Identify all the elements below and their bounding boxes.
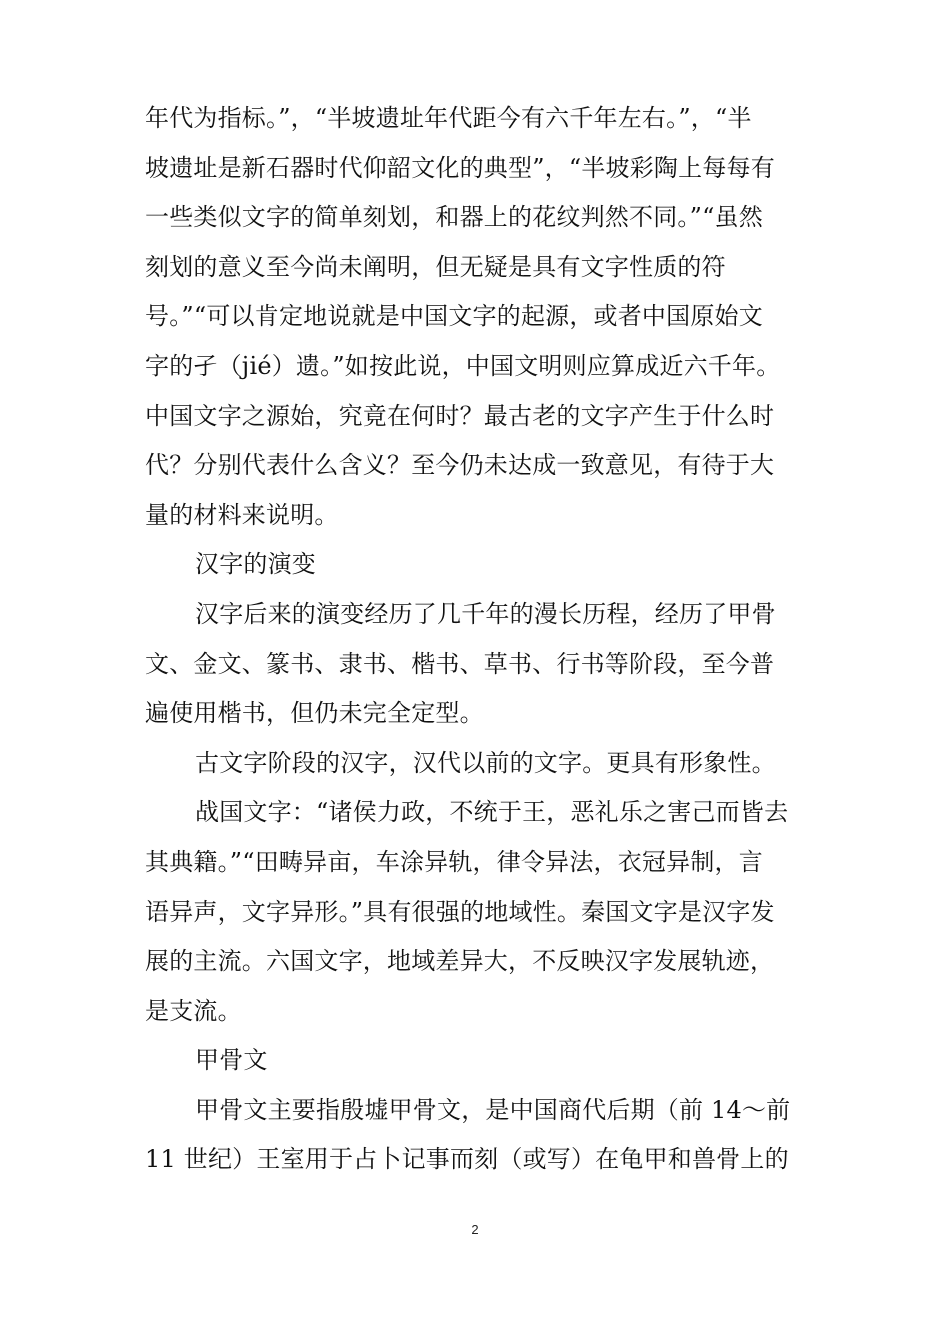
text-line: 甲骨文主要指殷墟甲骨文，是中国商代后期（前 14～前	[195, 1095, 791, 1124]
text-line: 坡遗址是新石器时代仰韶文化的典型”，“半坡彩陶上每每有	[145, 153, 775, 182]
document-body	[145, 94, 810, 1185]
text-line: 语异声，文字异形。”具有很强的地域性。秦国文字是汉字发	[145, 897, 775, 926]
text-line: 文、金文、篆书、隶书、楷书、草书、行书等阶段，至今普	[145, 649, 775, 678]
text-line: 字的孑（jié）遗。”如按此说，中国文明则应算成近六千年。	[145, 351, 781, 380]
text-line: 展的主流。六国文字，地域差异大，不反映汉字发展轨迹，	[145, 947, 775, 976]
text-line: 号。”“可以肯定地说就是中国文字的起源，或者中国原始文	[145, 302, 763, 331]
text-line: 甲骨文	[195, 1046, 268, 1075]
text-line: 刻划的意义至今尚未阐明，但无疑是具有文字性质的符	[145, 252, 726, 281]
text-line: 中国文字之源始，究竟在何时？最古老的文字产生于什么时	[145, 401, 775, 430]
text-line: 古文字阶段的汉字，汉代以前的文字。更具有形象性。	[195, 748, 776, 777]
text-line: 战国文字：“诸侯力政，不统于王，恶礼乐之害己而皆去	[195, 798, 789, 827]
text-line: 遍使用楷书，但仍未完全定型。	[145, 699, 484, 728]
text-line: 一些类似文字的简单刻划，和器上的花纹判然不同。”“虽然	[145, 203, 763, 232]
text-line: 其典籍。”“田畴异亩，车涂异轨，律令异法，衣冠异制，言	[145, 847, 763, 876]
text-line: 年代为指标。”，“半坡遗址年代距今有六千年左右。”，“半	[145, 104, 752, 132]
text-line: 代？分别代表什么含义？至今仍未达成一致意见，有待于大	[145, 451, 775, 480]
text-line: 汉字后来的演变经历了几千年的漫长历程，经历了甲骨	[195, 599, 776, 628]
text-line: 11 世纪）王室用于占卜记事而刻（或写）在龟甲和兽骨上的	[145, 1145, 789, 1174]
text-line: 量的材料来说明。	[145, 500, 339, 529]
text-line: 汉字的演变	[195, 550, 316, 579]
text-line: 是支流。	[145, 996, 242, 1025]
page-number: 2	[471, 1222, 479, 1237]
